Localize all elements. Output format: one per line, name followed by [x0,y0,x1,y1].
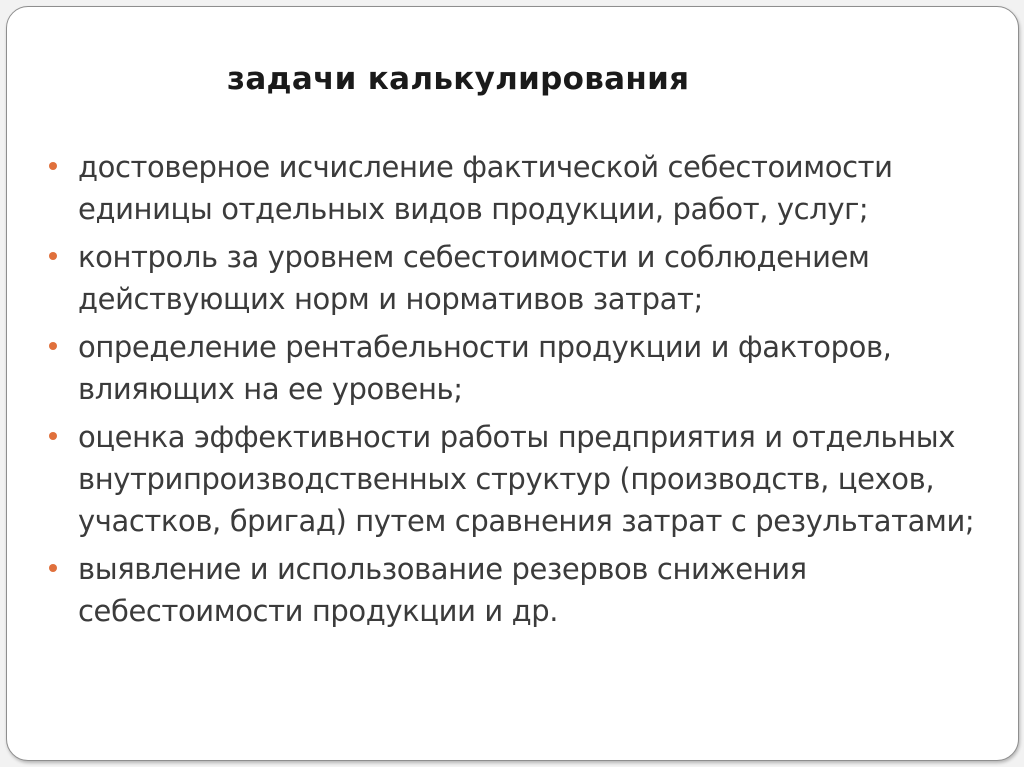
slide-title: задачи калькулирования [227,61,690,97]
bullet-list [49,146,999,638]
bullet-text: оценка эффективности работы предприятия и отдельных внутрипроизводственных структур (производств, цехов, участков, бригад) путем сравнения затрат с результатами; [78,420,975,538]
bullet-dot-icon [49,162,57,170]
bullet-text: контроль за уровнем себестоимости и соблюдением действующих норм и нормативов затрат; [78,240,870,316]
bullet-text: выявление и использование резервов снижения себестоимости продукции и др. [78,552,807,628]
list-item [49,326,999,410]
bullet-dot-icon [49,342,57,350]
bullet-dot-icon [49,252,57,260]
bullet-dot-icon [49,432,57,440]
bullet-text: определение рентабельности продукции и факторов, влияющих на ее уровень; [78,330,892,406]
list-item [49,416,999,542]
list-item [49,236,999,320]
bullet-text: достоверное исчисление фактической себестоимости единицы отдельных видов продукции, работ, услуг; [78,150,893,226]
list-item [49,548,999,632]
slide [6,6,1019,761]
list-item [49,146,999,230]
bullet-dot-icon [49,564,57,572]
